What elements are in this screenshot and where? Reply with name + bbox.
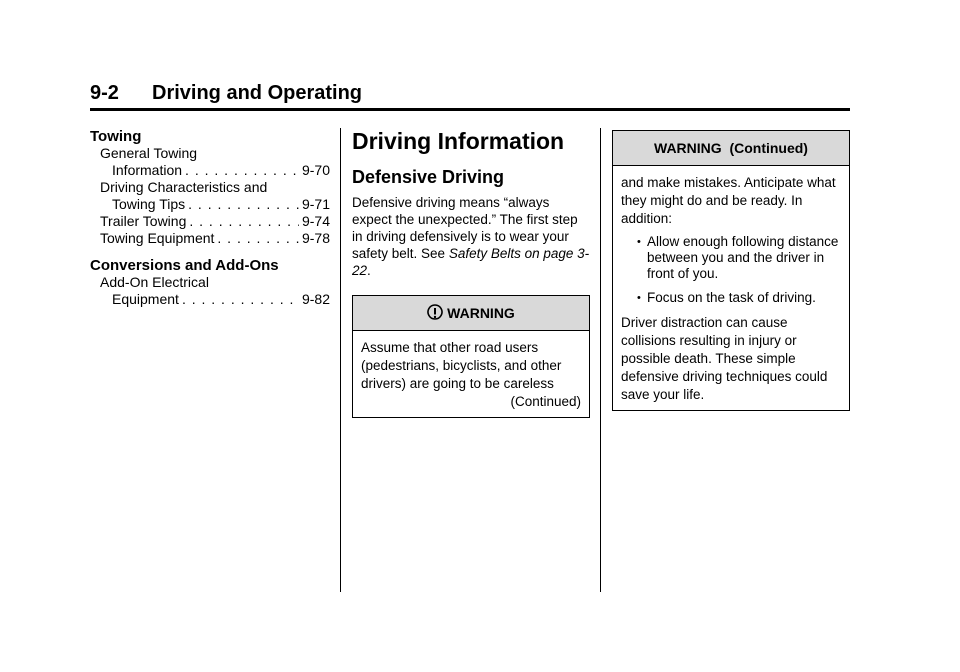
toc-entry-label: Equipment: [112, 291, 179, 307]
toc-entry-label: Trailer Towing: [100, 213, 187, 229]
toc-page-ref: 9-82: [301, 291, 330, 307]
toc-heading-towing: Towing: [90, 128, 142, 145]
toc-entry[interactable]: [100, 274, 330, 308]
continued-label: (Continued): [510, 394, 581, 409]
toc-entry[interactable]: [100, 213, 330, 230]
subsection-title: Defensive Driving: [352, 167, 505, 187]
toc-entry[interactable]: [100, 230, 330, 247]
warning-icon: [427, 304, 443, 322]
warning-label: WARNING: [447, 305, 515, 321]
toc-page-ref: 9-71: [301, 196, 330, 212]
warning-box-continued: [612, 130, 850, 411]
toc-entry-label: Towing Equipment: [100, 230, 215, 246]
warning-header: [353, 296, 589, 331]
intro-paragraph: Defensive driving means “always expect the unexpected.” The first step in driving defensively is to wear your safety belt. See Safety Belts on page 3-22.: [352, 195, 590, 278]
warning-label: WARNING (Continued): [654, 140, 808, 156]
toc-entry-label: General Towing: [100, 145, 198, 161]
toc-entry[interactable]: [100, 145, 330, 179]
warning-closing-text: Driver distraction can cause collisions resulting in injury or possible death. These simple defensive driving techniques could save your life.: [621, 315, 828, 402]
toc-entry[interactable]: [100, 179, 330, 213]
page-number: 9-2: [90, 82, 119, 104]
list-item: • Focus on the task of driving.: [647, 290, 841, 306]
main-column: [352, 126, 590, 418]
warning-text: Assume that other road users (pedestrians, bicyclists, and other drivers) are going to be careless: [361, 340, 562, 391]
cross-reference-link[interactable]: Safety Belts on page 3-22: [352, 246, 590, 278]
column-divider: [600, 128, 601, 592]
toc-entry-label: Information: [112, 162, 183, 178]
list-item: • Allow enough following distance between you and the driver in front of you.: [647, 234, 841, 282]
toc-page-ref: 9-70: [301, 162, 330, 178]
warning-box: [352, 295, 590, 418]
toc-entry-label: Add-On Electrical: [100, 274, 209, 290]
continued-column: [612, 130, 850, 411]
toc-entry-label: Towing Tips: [112, 196, 186, 212]
page-header: [90, 82, 850, 111]
table-of-contents: [90, 128, 330, 308]
toc-page-ref: 9-78: [301, 230, 330, 246]
section-title: Driving Information: [352, 128, 565, 154]
column-divider: [340, 128, 341, 592]
warning-text: and make mistakes. Anticipate what they might do and be ready. In addition:: [621, 175, 836, 226]
chapter-title: Driving and Operating: [152, 82, 363, 104]
toc-heading-conversions: Conversions and Add-Ons: [90, 257, 279, 274]
toc-page-ref: 9-74: [301, 213, 330, 229]
toc-entry-label: Driving Characteristics and: [100, 179, 268, 195]
bullet-list: [621, 234, 841, 306]
warning-header: [613, 131, 849, 166]
